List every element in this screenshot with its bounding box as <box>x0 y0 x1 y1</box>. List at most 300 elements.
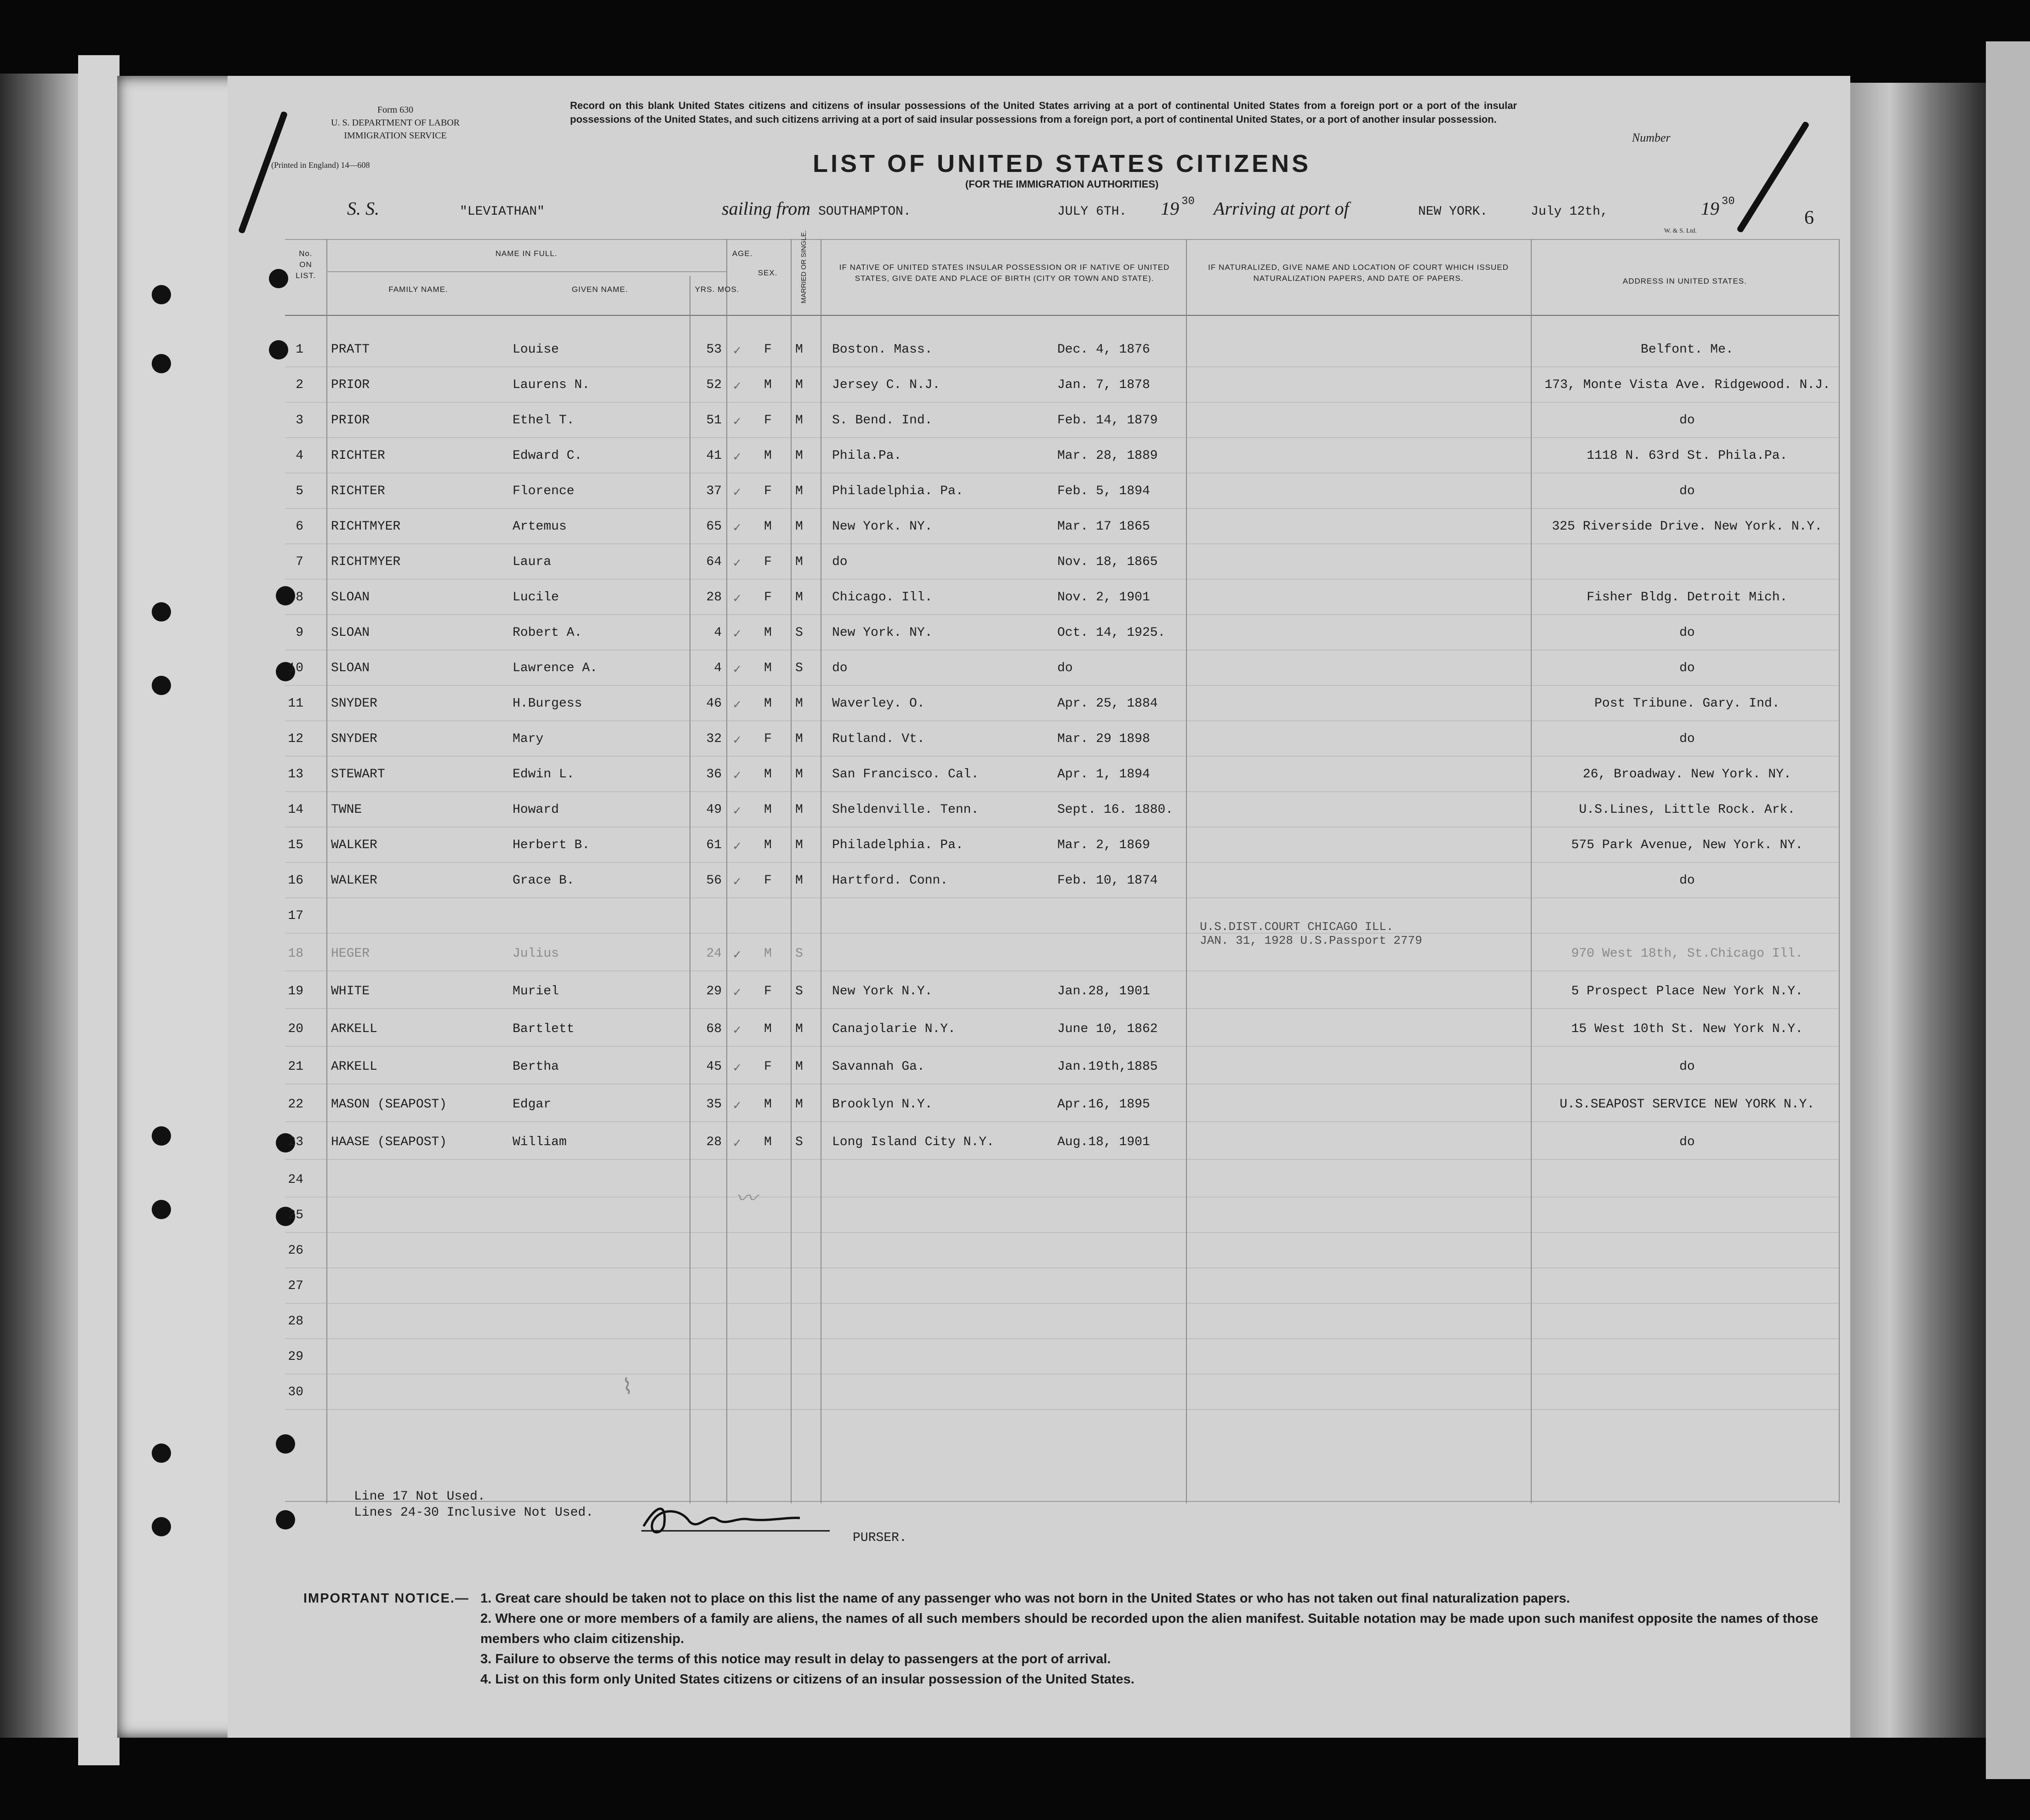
row-rule <box>285 1303 1839 1304</box>
row-rule <box>285 543 1839 544</box>
cell-no: 6 <box>296 519 303 534</box>
cell-family: RICHTER <box>331 449 385 463</box>
cell-family: SNYDER <box>331 732 377 746</box>
table-row <box>285 838 1839 856</box>
cell-no: 1 <box>296 342 303 357</box>
year-prefix: 19 <box>1161 198 1179 219</box>
col-header-no-line: LIST. <box>296 271 316 280</box>
cell-place: New York N.Y. <box>832 984 933 998</box>
cell-place: Hartford. Conn. <box>832 873 948 888</box>
cell-family: WALKER <box>331 838 377 852</box>
row-rule <box>285 579 1839 580</box>
cell-age: 49 <box>706 803 722 817</box>
cell-no: 29 <box>288 1350 303 1364</box>
cell-no: 26 <box>288 1244 303 1258</box>
cell-addr: do <box>1679 1060 1695 1074</box>
cell-no: 15 <box>288 838 303 852</box>
cell-mar: S <box>795 947 803 961</box>
cell-given: Herbert B. <box>513 838 590 852</box>
cell-family: WHITE <box>331 984 370 998</box>
punch-hole <box>276 1510 295 1529</box>
table-row <box>285 413 1839 432</box>
form-info <box>271 103 519 170</box>
cell-place: Chicago. Ill. <box>832 590 933 605</box>
check-mark-icon: ✓ <box>733 486 741 500</box>
table-row <box>285 626 1839 644</box>
check-mark-icon: ✓ <box>733 380 741 394</box>
cell-no: 9 <box>296 626 303 640</box>
cell-date: Apr.16, 1895 <box>1057 1097 1150 1112</box>
cell-mar: M <box>795 378 803 392</box>
check-mark-icon: ✓ <box>733 986 741 1000</box>
table-row <box>285 984 1839 1003</box>
check-mark-icon: ✓ <box>733 734 741 748</box>
cell-age: 45 <box>706 1060 722 1074</box>
cell-no: 2 <box>296 378 303 392</box>
cell-no: 13 <box>288 767 303 782</box>
cell-date: do <box>1057 661 1073 675</box>
cell-mar: S <box>795 661 803 675</box>
punch-hole <box>152 1200 171 1219</box>
table-row <box>285 1208 1839 1227</box>
cell-family: HEGER <box>331 947 370 961</box>
cell-date: Mar. 28, 1889 <box>1057 449 1158 463</box>
cell-no: 30 <box>288 1385 303 1399</box>
cell-addr: 325 Riverside Drive. New York. N.Y. <box>1551 519 1823 534</box>
row-rule <box>285 1046 1839 1047</box>
cell-age: 52 <box>706 378 722 392</box>
cell-addr: do <box>1679 873 1695 888</box>
check-mark-icon: ✓ <box>733 948 741 963</box>
check-mark-icon: ✓ <box>733 557 741 571</box>
col-header-name: NAME IN FULL. <box>495 249 558 258</box>
col-header-naturalized: IF NATURALIZED, GIVE NAME AND LOCATION OF COURT WHICH ISSUED NATURALIZATION PAPERS, AND DATE OF PAPERS. <box>1208 263 1509 283</box>
cell-date: Oct. 14, 1925. <box>1057 626 1166 640</box>
cell-sex: M <box>764 1135 772 1149</box>
cell-no: 27 <box>288 1279 303 1293</box>
row-rule <box>285 1267 1839 1268</box>
table-row <box>285 767 1839 786</box>
table-row <box>285 1173 1839 1191</box>
table-row <box>285 1279 1839 1297</box>
cell-sex: F <box>764 413 772 428</box>
cell-sex: F <box>764 873 772 888</box>
cell-place: do <box>832 555 848 569</box>
cell-sex: F <box>764 1060 772 1074</box>
purser-label: PURSER. <box>853 1531 907 1545</box>
sailing-label: sailing from <box>722 198 810 219</box>
check-mark-icon: ✓ <box>733 1024 741 1038</box>
cell-given: Howard <box>513 803 559 817</box>
cell-sex: M <box>764 626 772 640</box>
cell-date: Dec. 4, 1876 <box>1057 342 1150 357</box>
cell-addr: do <box>1679 626 1695 640</box>
department: U. S. DEPARTMENT OF LABOR <box>331 118 460 128</box>
cell-sex: M <box>764 803 772 817</box>
cell-no: 25 <box>288 1208 303 1222</box>
cell-sex: F <box>764 732 772 746</box>
footer-note-1: Line 17 Not Used. <box>354 1489 485 1504</box>
cell-family: MASON (SEAPOST) <box>331 1097 447 1112</box>
check-mark-icon: ✓ <box>733 1061 741 1076</box>
cell-sex: M <box>764 378 772 392</box>
check-mark-icon: ✓ <box>733 840 741 854</box>
cell-age: 46 <box>706 696 722 711</box>
footer-note-2: Lines 24-30 Inclusive Not Used. <box>354 1506 593 1520</box>
pencil-mark: ⌇ <box>617 1374 635 1400</box>
cell-mar: M <box>795 484 803 498</box>
cell-sex: M <box>764 947 772 961</box>
page-number: 6 <box>1804 207 1814 228</box>
cell-no: 11 <box>288 696 303 711</box>
cell-mar: M <box>795 696 803 711</box>
cell-addr: 575 Park Avenue, New York. NY. <box>1571 838 1803 852</box>
row-rule <box>285 1338 1839 1339</box>
cell-age: 64 <box>706 555 722 569</box>
cell-date: Aug.18, 1901 <box>1057 1135 1150 1149</box>
col-header-married: MARRIED OR SINGLE. <box>800 230 808 303</box>
cell-date: Jan.28, 1901 <box>1057 984 1150 998</box>
check-mark-icon: ✓ <box>733 1137 741 1151</box>
cell-date: Sept. 16. 1880. <box>1057 803 1174 817</box>
cell-date: Feb. 10, 1874 <box>1057 873 1158 888</box>
cell-date: Jan. 7, 1878 <box>1057 378 1150 392</box>
cell-family: STEWART <box>331 767 385 782</box>
cell-date: Mar. 2, 1869 <box>1057 838 1150 852</box>
cell-mar: M <box>795 1097 803 1112</box>
number-label: Number <box>1632 131 1671 144</box>
notice-item-3: 3. Failure to observe the terms of this notice may result in delay to passengers at the port of arrival. <box>480 1652 1111 1666</box>
cell-mar: S <box>795 626 803 640</box>
cell-family: HAASE (SEAPOST) <box>331 1135 447 1149</box>
cell-age: 35 <box>706 1097 722 1112</box>
table-row <box>285 909 1839 927</box>
col-header-address: ADDRESS IN UNITED STATES. <box>1623 277 1747 285</box>
cell-date: Apr. 1, 1894 <box>1057 767 1150 782</box>
cell-family: PRIOR <box>331 413 370 428</box>
cell-addr: do <box>1679 484 1695 498</box>
table-row <box>285 873 1839 892</box>
cell-given: Mary <box>513 732 544 746</box>
table-header-rule <box>285 315 1839 316</box>
cell-mar: M <box>795 732 803 746</box>
cell-addr: 26, Broadway. New York. NY. <box>1583 767 1791 782</box>
cell-age: 29 <box>706 984 722 998</box>
row-rule <box>285 1232 1839 1233</box>
cell-age: 56 <box>706 873 722 888</box>
cell-given: Laura <box>513 555 552 569</box>
binder-left-strip <box>78 55 120 1765</box>
cell-mar: S <box>795 1135 803 1149</box>
table-row <box>285 696 1839 715</box>
table-row <box>285 1097 1839 1116</box>
row-rule <box>285 897 1839 898</box>
cell-addr: Belfont. Me. <box>1641 342 1733 357</box>
service: IMMIGRATION SERVICE <box>344 131 447 141</box>
punch-hole <box>152 285 171 304</box>
cell-sex: M <box>764 519 772 534</box>
cell-family: RICHTMYER <box>331 555 401 569</box>
cell-family: TWNE <box>331 803 362 817</box>
table-row <box>285 1244 1839 1262</box>
cell-family: ARKELL <box>331 1022 377 1036</box>
cell-family: PRATT <box>331 342 370 357</box>
cell-age: 68 <box>706 1022 722 1036</box>
check-mark-icon: ✓ <box>733 875 741 890</box>
cell-mar: M <box>795 873 803 888</box>
sail-date: JULY 6TH. <box>1057 205 1127 219</box>
row-rule <box>285 614 1839 615</box>
table-row <box>285 519 1839 538</box>
cell-mar: M <box>795 838 803 852</box>
cell-addr: do <box>1679 413 1695 428</box>
cell-addr: do <box>1679 661 1695 675</box>
col-header-yrs-mos: YRS. MOS. <box>695 285 740 294</box>
cell-age: 4 <box>714 626 722 640</box>
check-mark-icon: ✓ <box>733 628 741 642</box>
row-rule <box>285 685 1839 686</box>
row-rule <box>285 756 1839 757</box>
table-row <box>285 378 1839 396</box>
row-rule <box>285 791 1839 792</box>
cell-age: 4 <box>714 661 722 675</box>
punch-hole <box>152 1126 171 1146</box>
cell-age: 53 <box>706 342 722 357</box>
cell-place: Boston. Mass. <box>832 342 933 357</box>
cell-age: 41 <box>706 449 722 463</box>
cell-no: 5 <box>296 484 303 498</box>
pencil-annotation: 〰 <box>736 1187 757 1210</box>
cell-given: Bartlett <box>513 1022 575 1036</box>
cell-place: do <box>832 661 848 675</box>
cell-no: 3 <box>296 413 303 428</box>
notice-item-2: 2. Where one or more members of a family are aliens, the names of all such members should be recorded upon the alien manifest. Suitable notation may be made upon such manifest opposite the names of those members who claim citizenship. <box>480 1611 1819 1646</box>
col-header-no-line: ON <box>299 260 312 269</box>
cell-sex: F <box>764 984 772 998</box>
cell-addr: Fisher Bldg. Detroit Mich. <box>1586 590 1788 605</box>
cell-sex: F <box>764 555 772 569</box>
cell-no: 7 <box>296 555 303 569</box>
purser-signature <box>639 1499 832 1540</box>
check-mark-icon: ✓ <box>733 663 741 677</box>
page-title: LIST OF UNITED STATES CITIZENS <box>813 150 1311 177</box>
cell-no: 4 <box>296 449 303 463</box>
cell-given: Ethel T. <box>513 413 575 428</box>
cell-addr: 173, Monte Vista Ave. Ridgewood. N.J. <box>1545 378 1830 392</box>
cell-place: Brooklyn N.Y. <box>832 1097 933 1112</box>
cell-mar: M <box>795 413 803 428</box>
cell-date: Feb. 5, 1894 <box>1057 484 1150 498</box>
row-rule <box>285 1197 1839 1198</box>
punch-hole <box>152 1517 171 1536</box>
check-mark-icon: ✓ <box>733 415 741 429</box>
cell-age: 24 <box>706 947 722 961</box>
cell-given: Florence <box>513 484 575 498</box>
row-rule <box>285 437 1839 438</box>
cell-place: S. Bend. Ind. <box>832 413 933 428</box>
cell-sex: M <box>764 696 772 711</box>
table-row <box>285 1314 1839 1333</box>
port-to: NEW YORK. <box>1418 205 1488 219</box>
cell-place: Philadelphia. Pa. <box>832 838 964 852</box>
sail-year: 30 <box>1181 195 1195 208</box>
cell-given: Artemus <box>513 519 567 534</box>
cell-given: Edward C. <box>513 449 582 463</box>
row-rule <box>285 1008 1839 1009</box>
cell-no: 20 <box>288 1022 303 1036</box>
cell-mar: M <box>795 803 803 817</box>
check-mark-icon: ✓ <box>733 698 741 713</box>
cell-place: Rutland. Vt. <box>832 732 925 746</box>
cell-place: Waverley. O. <box>832 696 925 711</box>
cell-sex: M <box>764 1097 772 1112</box>
cell-sex: M <box>764 767 772 782</box>
cell-no: 10 <box>288 661 303 675</box>
cell-sex: M <box>764 661 772 675</box>
cell-place: Savannah Ga. <box>832 1060 925 1074</box>
year-prefix-2: 19 <box>1701 198 1719 219</box>
table-row <box>285 1350 1839 1368</box>
cell-date: Nov. 2, 1901 <box>1057 590 1150 605</box>
cell-family: SLOAN <box>331 661 370 675</box>
cell-no: 17 <box>288 909 303 923</box>
cell-age: 61 <box>706 838 722 852</box>
binder-right-strip <box>1986 41 2030 1779</box>
check-mark-icon: ✓ <box>733 1099 741 1113</box>
cell-mar: M <box>795 767 803 782</box>
row-rule <box>285 1409 1839 1410</box>
cell-age: 37 <box>706 484 722 498</box>
table-row <box>285 1135 1839 1153</box>
form-number: Form 630 <box>377 105 414 115</box>
row-rule <box>285 402 1839 403</box>
cell-no: 16 <box>288 873 303 888</box>
col-header-no <box>285 248 326 281</box>
cell-mar: M <box>795 519 803 534</box>
cell-given: Grace B. <box>513 873 575 888</box>
cell-given: Julius <box>513 947 559 961</box>
check-mark-icon: ✓ <box>733 521 741 536</box>
table-row <box>285 1385 1839 1404</box>
cell-place: Philadelphia. Pa. <box>832 484 964 498</box>
cell-family: RICHTMYER <box>331 519 401 534</box>
cell-mar: M <box>795 590 803 605</box>
ship-name: "LEVIATHAN" <box>460 205 545 219</box>
cell-given: Edgar <box>513 1097 552 1112</box>
cell-age: 65 <box>706 519 722 534</box>
cell-given: Laurens N. <box>513 378 590 392</box>
check-mark-icon: ✓ <box>733 451 741 465</box>
printer-mark: W. & S. Ltd. <box>1664 228 1697 234</box>
table-row <box>285 920 1839 965</box>
table-row <box>285 449 1839 467</box>
row-rule <box>285 862 1839 863</box>
col-header-age: AGE. <box>732 249 753 258</box>
cell-nat: U.S.DIST.COURT CHICAGO ILL. <box>1200 920 1394 934</box>
punch-hole <box>152 602 171 622</box>
cell-family: SLOAN <box>331 626 370 640</box>
cell-place: New York. NY. <box>832 519 933 534</box>
cell-addr: 15 West 10th St. New York N.Y. <box>1571 1022 1803 1036</box>
table-row <box>285 803 1839 821</box>
check-mark-icon: ✓ <box>733 769 741 783</box>
cell-addr: U.S.Lines, Little Rock. Ark. <box>1579 803 1796 817</box>
cell-age: 28 <box>706 1135 722 1149</box>
cell-addr: do <box>1679 1135 1695 1149</box>
notice-item-4: 4. List on this form only United States citizens or citizens of an insular possession of the United States. <box>480 1672 1135 1687</box>
cell-mar: M <box>795 342 803 357</box>
table-row <box>285 342 1839 361</box>
cell-place: Phila.Pa. <box>832 449 902 463</box>
cell-no: 12 <box>288 732 303 746</box>
cell-date: Nov. 18, 1865 <box>1057 555 1158 569</box>
cell-family: WALKER <box>331 873 377 888</box>
cell-age: 32 <box>706 732 722 746</box>
cell-addr: do <box>1679 732 1695 746</box>
cell-no: 14 <box>288 803 303 817</box>
cell-given: William <box>513 1135 567 1149</box>
punch-hole <box>152 676 171 695</box>
punch-hole <box>152 354 171 373</box>
cell-no: 28 <box>288 1314 303 1329</box>
cell-sex: M <box>764 838 772 852</box>
cell-date: Apr. 25, 1884 <box>1057 696 1158 711</box>
table-row <box>285 555 1839 573</box>
cell-date: Mar. 29 1898 <box>1057 732 1150 746</box>
cell-family: PRIOR <box>331 378 370 392</box>
cell-given: Bertha <box>513 1060 559 1074</box>
name-header-rule <box>326 271 726 272</box>
cell-date: Feb. 14, 1879 <box>1057 413 1158 428</box>
record-instructions: Record on this blank United States citizens and citizens of insular possessions of the United States arriving at a port of continental United States from a foreign port or a port of the insular possessions of the United States, and such citizens arriving at a port of said insular possessions from a foreign port, a port of continental United States, or a port of another insular possession. <box>570 100 1517 125</box>
check-mark-icon: ✓ <box>733 804 741 819</box>
cell-given: H.Burgess <box>513 696 582 711</box>
arriving-label: Arriving at port of <box>1214 198 1349 219</box>
table-bottom-rule <box>285 1501 1839 1502</box>
table-top-rule <box>285 239 1839 240</box>
page-subtitle: (FOR THE IMMIGRATION AUTHORITIES) <box>965 178 1159 190</box>
cell-mar: S <box>795 984 803 998</box>
row-rule <box>285 970 1839 971</box>
cell-age: 36 <box>706 767 722 782</box>
cell-addr: 970 West 18th, St.Chicago Ill. <box>1571 947 1803 961</box>
col-header-family: FAMILY NAME. <box>388 285 448 294</box>
check-mark-icon: ✓ <box>733 592 741 606</box>
row-rule <box>285 933 1839 934</box>
cell-no: 8 <box>296 590 303 605</box>
punch-hole <box>152 1443 171 1463</box>
cell-date: Mar. 17 1865 <box>1057 519 1150 534</box>
cell-given: Lawrence A. <box>513 661 598 675</box>
cell-addr: 5 Prospect Place New York N.Y. <box>1571 984 1803 998</box>
binder-right-edge <box>1848 83 1986 1738</box>
row-rule <box>285 508 1839 509</box>
cell-given: Louise <box>513 342 559 357</box>
cell-place: New York. NY. <box>832 626 933 640</box>
ss-label: S. S. <box>347 198 379 219</box>
cell-addr: 1118 N. 63rd St. Phila.Pa. <box>1586 449 1788 463</box>
cell-family: RICHTER <box>331 484 385 498</box>
row-rule <box>285 1374 1839 1375</box>
row-rule <box>285 1121 1839 1122</box>
cell-sex: M <box>764 1022 772 1036</box>
cell-no: 22 <box>288 1097 303 1112</box>
col-header-native: IF NATIVE OF UNITED STATES INSULAR POSSESSION OR IF NATIVE OF UNITED STATES, GIVE DATE AND PLACE OF BIRTH (CITY OR TOWN AND STATE). <box>839 263 1170 283</box>
cell-family: SNYDER <box>331 696 377 711</box>
cell-place: Sheldenville. Tenn. <box>832 803 979 817</box>
cell-place: Canajolarie N.Y. <box>832 1022 956 1036</box>
cell-addr: U.S.SEAPOST SERVICE NEW YORK N.Y. <box>1559 1097 1815 1112</box>
